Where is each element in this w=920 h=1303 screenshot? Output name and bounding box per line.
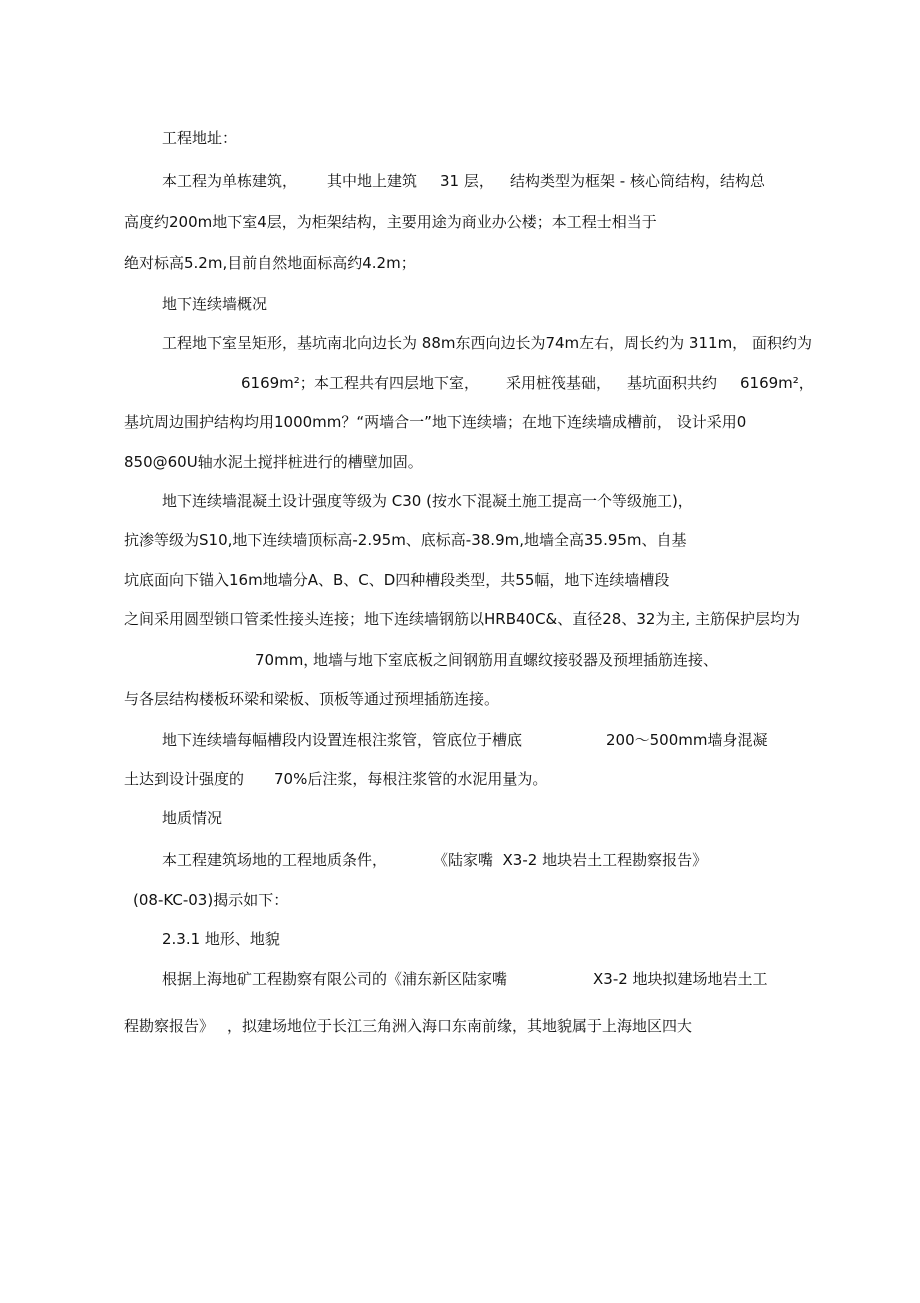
concrete-line4: 之间采用圆型锁口管柔性接头连接；地下连续墙钢筋以HRB40C&、直径28、32为主, 主筋保护层均为 — [124, 610, 800, 628]
geology-subheading: 2.3.1 地形、地貌 — [162, 930, 280, 948]
overview-line1-b: 其中地上建筑 — [327, 172, 418, 190]
overview-line3: 绝对标高5.2m,目前自然地面标高约4.2m； — [124, 254, 416, 272]
grouting-line1-b: 200～500mm墙身混凝 — [606, 731, 768, 749]
geology-line4-a: 程勘察报告》 — [124, 1017, 215, 1035]
overview-line1-c: 31 层， — [440, 172, 494, 190]
geology-line3-a: 根据上海地矿工程勘察有限公司的《浦东新区陆家嘴 — [162, 970, 508, 988]
concrete-line2: 抗渗等级为S10,地下连续墙顶标高-2.95m、底标高-38.9m,地墙全高35.95m、自基 — [124, 531, 687, 549]
diaphragm-line1: 工程地下室呈矩形，基坑南北向边长为 88m东西向边长为74m左右，周长约为 311m， 面积约为 — [162, 334, 812, 352]
diaphragm-line2-d: 基坑面积共约 — [627, 374, 718, 392]
grouting-line2-b: 70%后注浆，每根注浆管的水泥用量为。 — [274, 770, 548, 788]
concrete-line5-a: 70mm， — [255, 651, 319, 669]
geology-line3-b: X3-2 地块拟建场地岩土工 — [593, 970, 768, 988]
address-label: 工程地址： — [162, 129, 238, 147]
diaphragm-line2-b: 本工程共有四层地下室， — [314, 374, 480, 392]
overview-line1-a: 本工程为单栋建筑， — [162, 172, 298, 190]
diaphragm-line2-c: 采用桩筏基础， — [506, 374, 612, 392]
geology-line2: (08-KC-03)揭示如下： — [133, 891, 289, 909]
concrete-line3: 坑底面向下锚入16m地墙分A、B、C、D四种槽段类型，共55幅，地下连续墙槽段 — [124, 571, 670, 589]
concrete-line1: 地下连续墙混凝土设计强度等级为 C30 (按水下混凝土施工提高一个等级施工)， — [162, 492, 693, 510]
grouting-line1-a: 地下连续墙每幅槽段内设置连根注浆管，管底位于槽底 — [162, 731, 523, 749]
geology-heading: 地质情况 — [162, 809, 223, 827]
overview-line1-d: 结构类型为框架 - 核心筒结构，结构总 — [510, 172, 765, 190]
diaphragm-line3: 基坑周边围护结构均用1000mm？“两墙合一”地下连续墙；在地下连续墙成槽前， 设计采用0 — [124, 413, 747, 431]
geology-line1-a: 本工程建筑场地的工程地质条件， — [162, 851, 388, 869]
diaphragm-line2-a: 6169m²； — [241, 374, 315, 392]
concrete-line5-b: 地墙与地下室底板之间钢筋用直螺纹接驳器及预埋插筋连接、 — [313, 651, 719, 669]
diaphragm-line4: 850@60U轴水泥土搅拌桩进行的槽壁加固。 — [124, 453, 423, 471]
overview-line2: 高度约200m地下室4层，为柜架结构，主要用途为商业办公楼；本工程士相当于 — [124, 213, 657, 231]
diaphragm-line2-e: 6169m²， — [740, 374, 814, 392]
diaphragm-wall-heading: 地下连续墙概况 — [162, 295, 268, 313]
geology-line1-b: 《陆家嘴 X3-2 地块岩土工程勘察报告》 — [433, 851, 708, 869]
grouting-line2-a: 土达到设计强度的 — [124, 770, 245, 788]
geology-line4-b: ，拟建场地位于长江三角洲入海口东南前缘，其地貌属于上海地区四大 — [227, 1017, 693, 1035]
concrete-line6: 与各层结构楼板环梁和梁板、顶板等通过预埋插筋连接。 — [124, 690, 500, 708]
